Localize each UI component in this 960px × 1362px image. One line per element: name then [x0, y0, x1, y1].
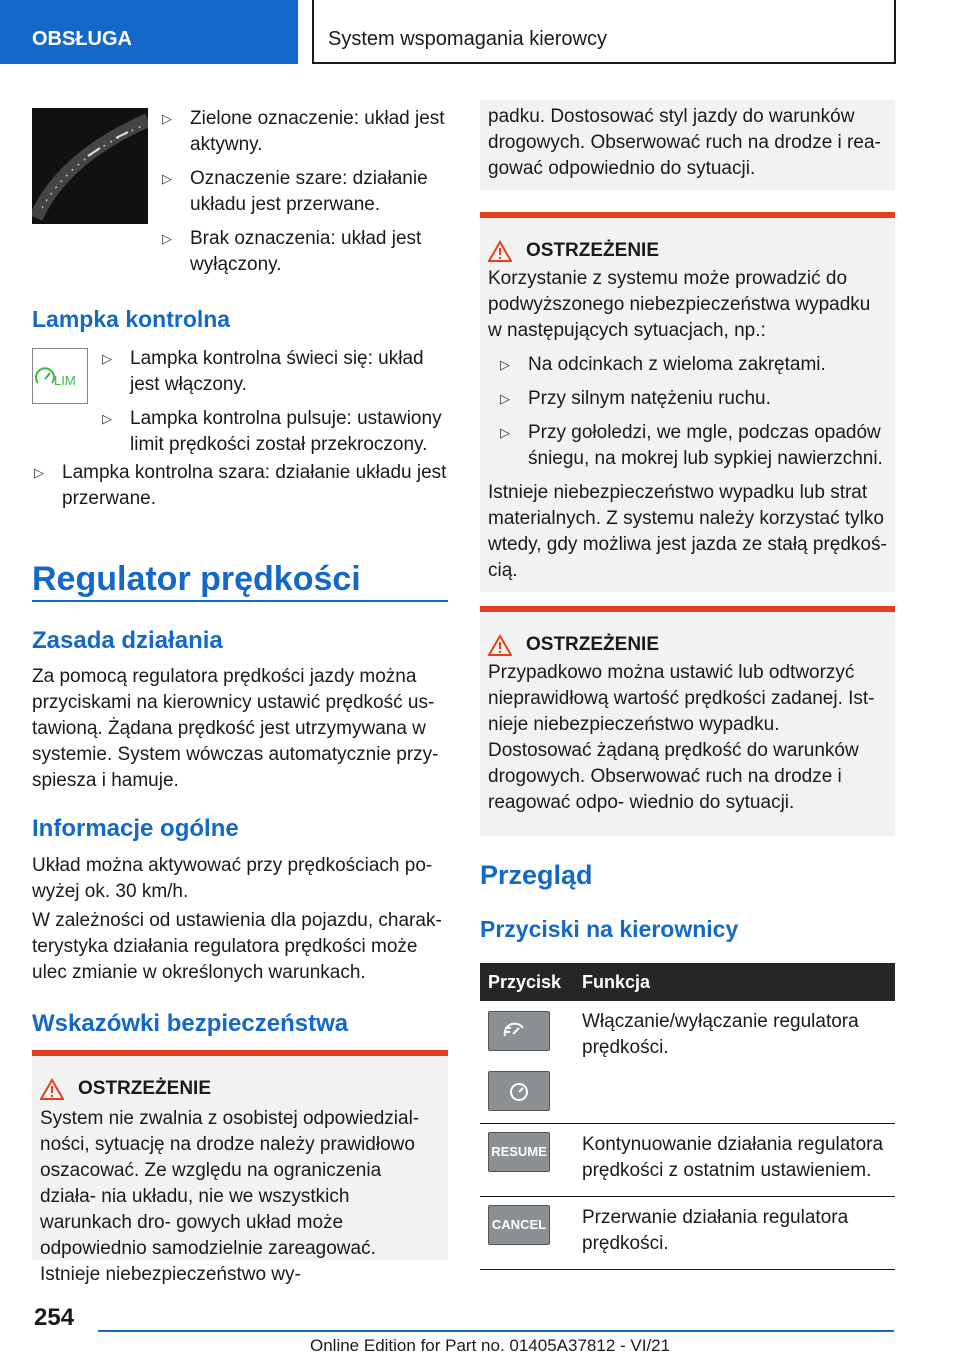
warning-list: [488, 352, 887, 472]
table-row: [480, 1197, 895, 1270]
section-heading: Regulator prędkości: [32, 560, 361, 598]
general-heading: Informacje ogólne: [32, 815, 239, 842]
cancel-button-icon: CANCEL: [488, 1205, 550, 1245]
lamp-grey-list: [34, 460, 452, 520]
list-item: ▷ Na odcinkach z wieloma zakrętami.: [500, 352, 887, 378]
speedometer-image: [32, 108, 148, 224]
cruise-onoff-button-icon: [488, 1011, 550, 1051]
warning-box: [480, 606, 895, 836]
resume-button-icon: RESUME: [488, 1132, 550, 1172]
safety-heading: Wskazówki bezpieczeństwa: [32, 1010, 349, 1037]
principle-text: Za pomocą regulatora prędkości jazdy można przyciskami na kierownicy ustawić prędkość us- tawioną. Żądana prędkość jest utrzymywana w systemie. System wówczas automatycznie przy- spiesza i hamuje.: [32, 666, 439, 791]
list-item: ▷ Przy silnym natężeniu ruchu.: [500, 386, 887, 412]
list-item: ▷ Brak oznaczenia: układ jest wyłączony.: [162, 226, 452, 278]
section-tab: OBSŁUGA: [0, 0, 298, 64]
table-row: [480, 1001, 895, 1124]
list-item: ▷ Lampka kontrolna świeci się: układ jest włączony.: [102, 346, 452, 398]
buttons-heading: Przyciski na kierownicy: [480, 916, 739, 942]
warning-title-text: OSTRZEŻENIE: [526, 240, 660, 261]
footer-rule: [98, 1330, 894, 1332]
list-item: ▷ Lampka kontrolna szara: działanie układu jest przerwane.: [34, 460, 452, 512]
indicator-list: [162, 106, 452, 286]
warning-outro: Istnieje niebezpieczeństwo wypadku lub strat materialnych. Z systemu należy korzystać tylko wtedy, gdy możliwa jest jazda ze stałą prędkoś- cią.: [488, 482, 887, 581]
function-cell: Przerwanie działania regulatora prędkości.: [574, 1197, 895, 1270]
lamp-list: [102, 346, 452, 466]
chapter-title: System wspomagania kierowcy: [312, 0, 896, 64]
edition-text: Online Edition for Part no. 01405A37812 - VI/21: [310, 1336, 671, 1355]
lamp-heading: Lampka kontrolna: [32, 306, 231, 332]
warning-title-text: OSTRZEŻENIE: [78, 1078, 212, 1099]
lim-lamp-icon: [32, 348, 88, 404]
warning-icon: [40, 1078, 64, 1100]
warning-title: [488, 240, 887, 262]
svg-text:LIM: LIM: [54, 373, 76, 388]
function-cell: Włączanie/wyłączanie regulatora prędkości.: [574, 1001, 895, 1124]
buttons-table: [480, 963, 895, 1270]
overview-heading: Przegląd: [480, 860, 593, 890]
column-header: Funkcja: [574, 963, 895, 1001]
column-header: Przycisk: [480, 963, 574, 1001]
general-text-2: W zależności od ustawienia dla pojazdu, charak- terystyka działania regulatora prędkości może ulec zmianie w określonych warunkach.: [32, 910, 442, 983]
page-number: 254: [34, 1304, 75, 1331]
warning-box: [480, 212, 895, 592]
cruise-gauge-button-icon: [488, 1071, 550, 1111]
warning-icon: [488, 240, 512, 262]
principle-heading: Zasada działania: [32, 627, 223, 654]
list-item: ▷ Zielone oznaczenie: układ jest aktywny.: [162, 106, 452, 158]
function-cell: Kontynuowanie działania regulatora prędkości z ostatnim ustawieniem.: [574, 1124, 895, 1197]
warning-title: [40, 1078, 438, 1100]
heading-rule: [32, 600, 448, 602]
warning-cont-text: padku. Dostosować styl jazdy do warunków drogowych. Obserwować ruch na drodze i rea- gować odpowiednio do sytuacji.: [488, 106, 881, 179]
warning-text: Przypadkowo można ustawić lub odtworzyć nieprawidłową wartość prędkości zadanej. Ist- nieje niebezpieczeństwo wypadku. Dostosować żądaną prędkość do warunków drogowych. Obserwować ruch na drodze i reagować odpo- wiednio do sytuacji.: [488, 662, 875, 813]
list-item: ▷ Lampka kontrolna pulsuje: ustawiony limit prędkości został przekroczony.: [102, 406, 452, 458]
warning-continuation: [480, 100, 895, 190]
warning-text: System nie zwalnia z osobistej odpowiedzial- ności, sytuację na drodze należy prawidłowo oszacować. Ze względu na ograniczenia działa- nia układu, nie we wszystkich warunkach dro- gowych układ może odpowiednio samodzielnie zareagować. Istnieje niebezpieczeństwo wy-: [40, 1108, 420, 1285]
general-text-1: Układ można aktywować przy prędkościach po- wyżej ok. 30 km/h.: [32, 855, 433, 902]
table-row: [480, 1124, 895, 1197]
warning-title-text: OSTRZEŻENIE: [526, 634, 660, 655]
warning-intro: Korzystanie z systemu może prowadzić do podwyższonego niebezpieczeństwa wypadku w następujących sytuacjach, np.:: [488, 268, 871, 341]
warning-box: [32, 1050, 448, 1285]
warning-icon: [488, 634, 512, 656]
list-item: ▷ Oznaczenie szare: działanie układu jest przerwane.: [162, 166, 452, 218]
list-item: ▷ Przy gołoledzi, we mgle, podczas opadów śniegu, na mokrej lub sypkiej nawierzchni.: [500, 420, 887, 472]
warning-title: [488, 634, 887, 656]
